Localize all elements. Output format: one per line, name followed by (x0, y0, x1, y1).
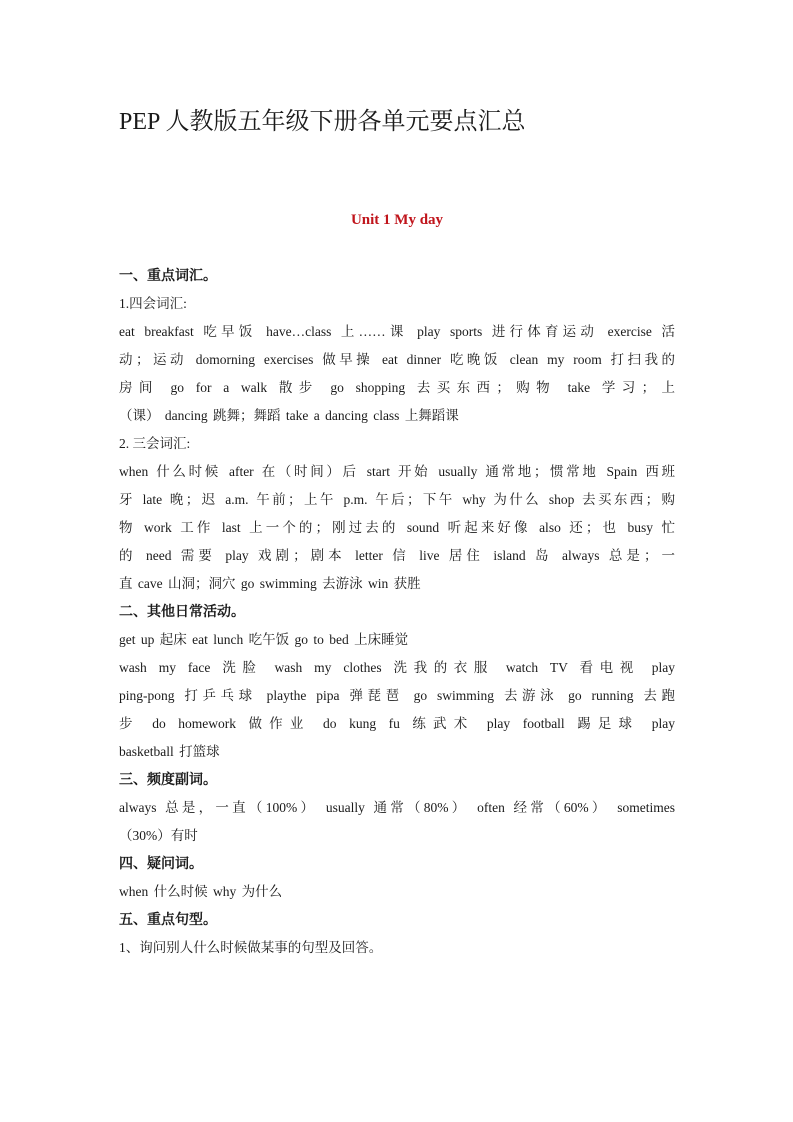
subsection-label: 1.四会词汇: (119, 296, 187, 311)
text-line: （30%）有时 (119, 828, 198, 843)
text-line: 房间 go for a walk 散步 go shopping 去买东西；购物 take 学习；上 (119, 380, 675, 395)
text-line: wash my face 洗脸 wash my clothes 洗我的衣服 watch TV 看电视 play (119, 660, 675, 675)
paragraph (119, 626, 675, 766)
section-question-words (119, 850, 675, 906)
section-key-sentences (119, 906, 675, 962)
paragraph (119, 934, 675, 962)
text-line: 1、询问别人什么时候做某事的句型及回答。 (119, 940, 383, 955)
section-frequency-adverbs (119, 766, 675, 850)
section-heading: 五、重点句型。 (119, 912, 217, 928)
subsection-label: 2. 三会词汇: (119, 436, 191, 451)
section-heading: 四、疑问词。 (119, 856, 203, 872)
section-heading: 三、频度副词。 (119, 772, 217, 788)
paragraph (119, 458, 675, 598)
text-line: when 什么时候 after 在（时间）后 start 开始 usually 通常地；惯常地 Spain 西班 (119, 464, 675, 479)
paragraph (119, 878, 675, 906)
text-line: 步 do homework 做作业 do kung fu 练武术 play football 踢足球 play (119, 716, 675, 731)
document-title: PEP 人教版五年级下册各单元要点汇总 (119, 109, 526, 135)
text-line: 物 work 工作 last 上一个的；刚过去的 sound 听起来好像 also 还；也 busy 忙 (119, 520, 675, 535)
text-line: eat breakfast 吃早饭 have…class 上……课 play sports 进行体育运动 exercise 活 (119, 324, 675, 339)
paragraph (119, 318, 675, 430)
section-heading: 二、其他日常活动。 (119, 604, 245, 620)
text-line: 直 cave 山洞；洞穴 go swimming 去游泳 win 获胜 (119, 576, 421, 591)
document-body (119, 262, 675, 962)
text-line: 的 need 需要 play 戏剧；剧本 letter 信 live 居住 island 岛 always 总是；一 (119, 548, 675, 563)
text-line: 牙 late 晚；迟 a.m. 午前；上午 p.m. 午后；下午 why 为什么 shop 去买东西；购 (119, 492, 675, 507)
paragraph (119, 794, 675, 850)
section-key-vocabulary (119, 262, 675, 598)
text-line: always 总是，一直（100%） usually 通常（80%） often 经常（60%） sometimes (119, 800, 675, 815)
text-line: 动；运动 domorning exercises 做早操 eat dinner 吃晚饭 clean my room 打扫我的 (119, 352, 675, 367)
text-line: ping-pong 打乒乓球 playthe pipa 弹琵琶 go swimming 去游泳 go running 去跑 (119, 688, 675, 703)
section-daily-activities (119, 598, 675, 766)
unit-title: Unit 1 My day (350, 212, 444, 228)
text-line: when 什么时候 why 为什么 (119, 884, 283, 899)
text-line: get up 起床 eat lunch 吃午饭 go to bed 上床睡觉 (119, 632, 409, 647)
text-line: basketball 打篮球 (119, 744, 220, 759)
section-heading: 一、重点词汇。 (119, 268, 217, 284)
text-line: （课） dancing 跳舞；舞蹈 take a dancing class 上舞蹈课 (119, 408, 459, 423)
